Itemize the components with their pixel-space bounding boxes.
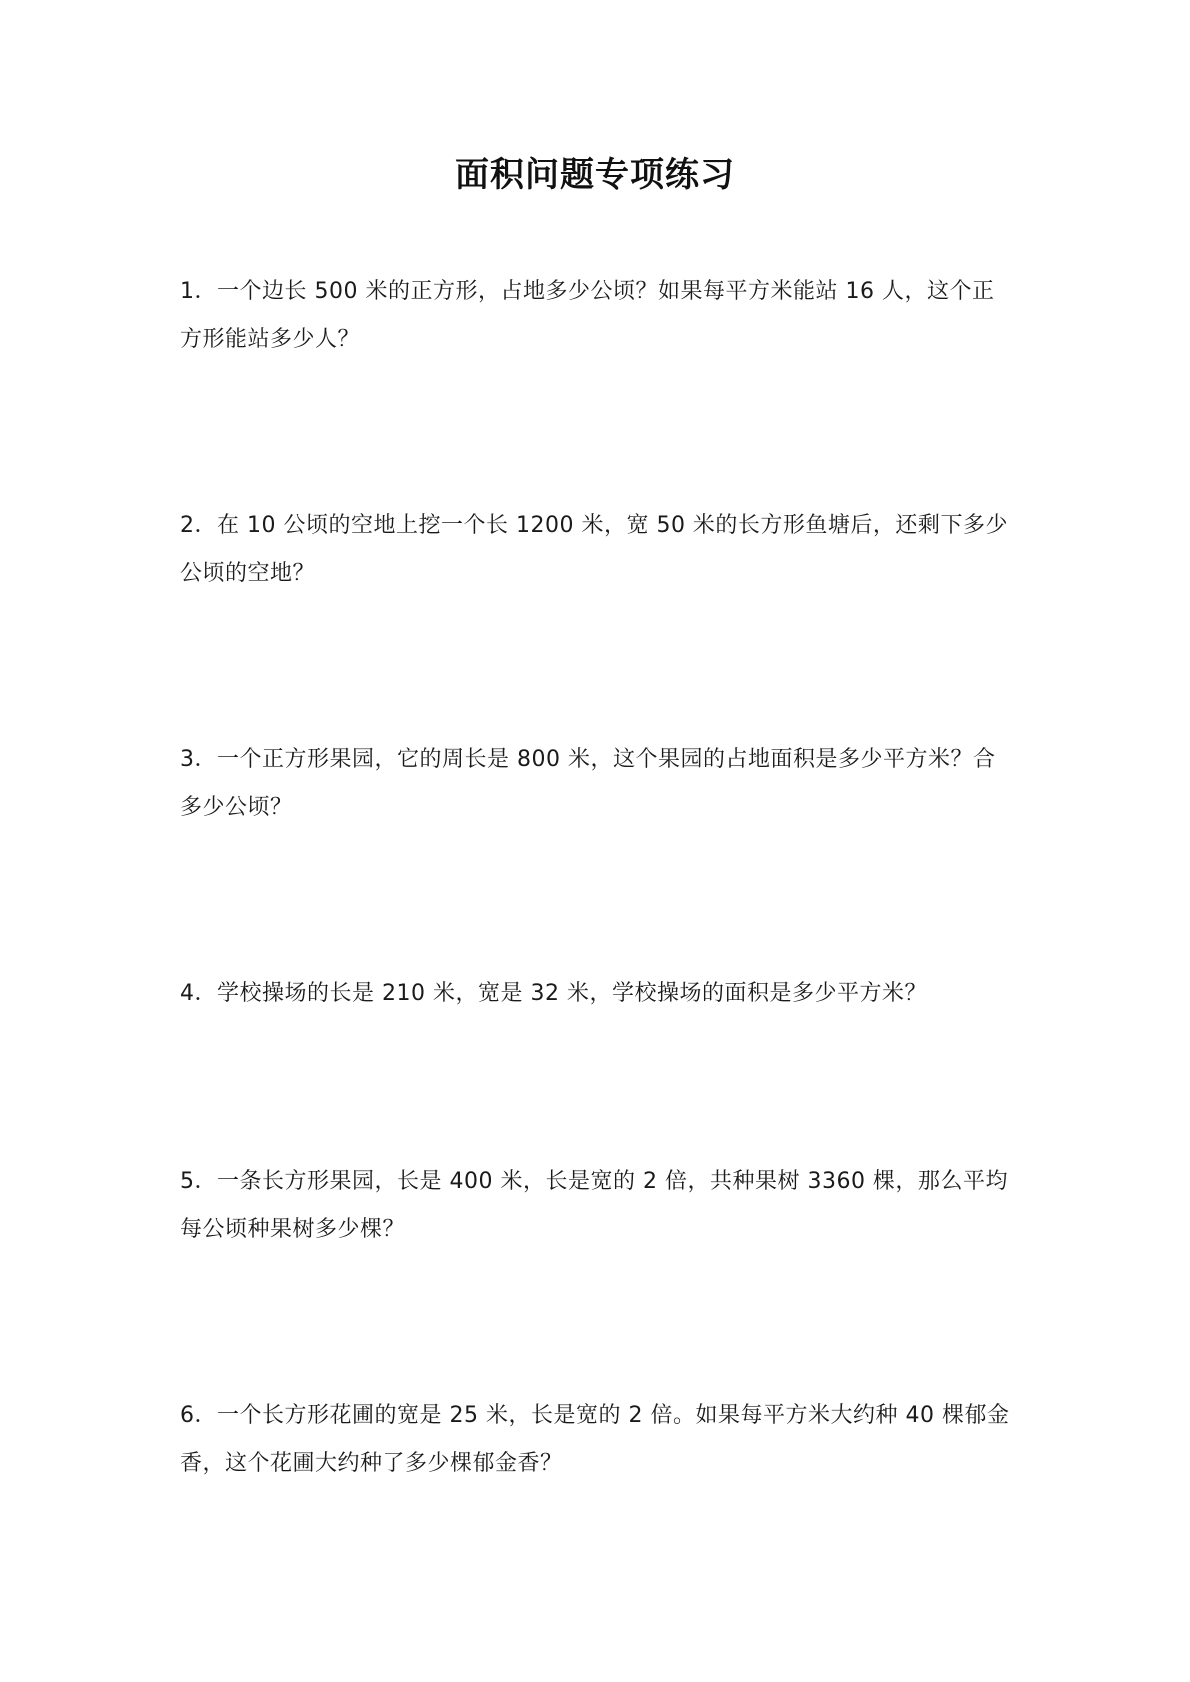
- question-text: 一个正方形果园，它的周长是 800 米，这个果园的占地面积是多少平方米？合多少公顷？: [180, 747, 996, 820]
- question-item: [180, 1158, 1016, 1254]
- question-item: [180, 1392, 1016, 1488]
- question-number: 1．: [180, 279, 217, 304]
- question-number: 2．: [180, 513, 217, 538]
- question-text: 学校操场的长是 210 米，宽是 32 米，学校操场的面积是多少平方米？: [217, 981, 927, 1006]
- question-text: 一个长方形花圃的宽是 25 米，长是宽的 2 倍。如果每平方米大约种 40 棵郁金香，这个花圃大约种了多少棵郁金香？: [180, 1403, 1010, 1476]
- question-text: 一个边长 500 米的正方形，占地多少公顷？如果每平方米能站 16 人，这个正方形能站多少人？: [180, 279, 995, 352]
- question-number: 3．: [180, 747, 217, 772]
- question-text: 在 10 公顷的空地上挖一个长 1200 米，宽 50 米的长方形鱼塘后，还剩下多少公顷的空地？: [180, 513, 1008, 586]
- question-item: [180, 736, 1016, 832]
- question-text: 一条长方形果园，长是 400 米，长是宽的 2 倍，共种果树 3360 棵，那么平均每公顷种果树多少棵？: [180, 1169, 1008, 1242]
- question-item: [180, 970, 1016, 1018]
- question-item: [180, 502, 1016, 598]
- question-number: 5．: [180, 1169, 217, 1194]
- page-title: 面积问题专项练习: [455, 155, 735, 195]
- question-number: 6．: [180, 1403, 217, 1428]
- question-item: [180, 268, 1016, 364]
- question-number: 4．: [180, 981, 217, 1006]
